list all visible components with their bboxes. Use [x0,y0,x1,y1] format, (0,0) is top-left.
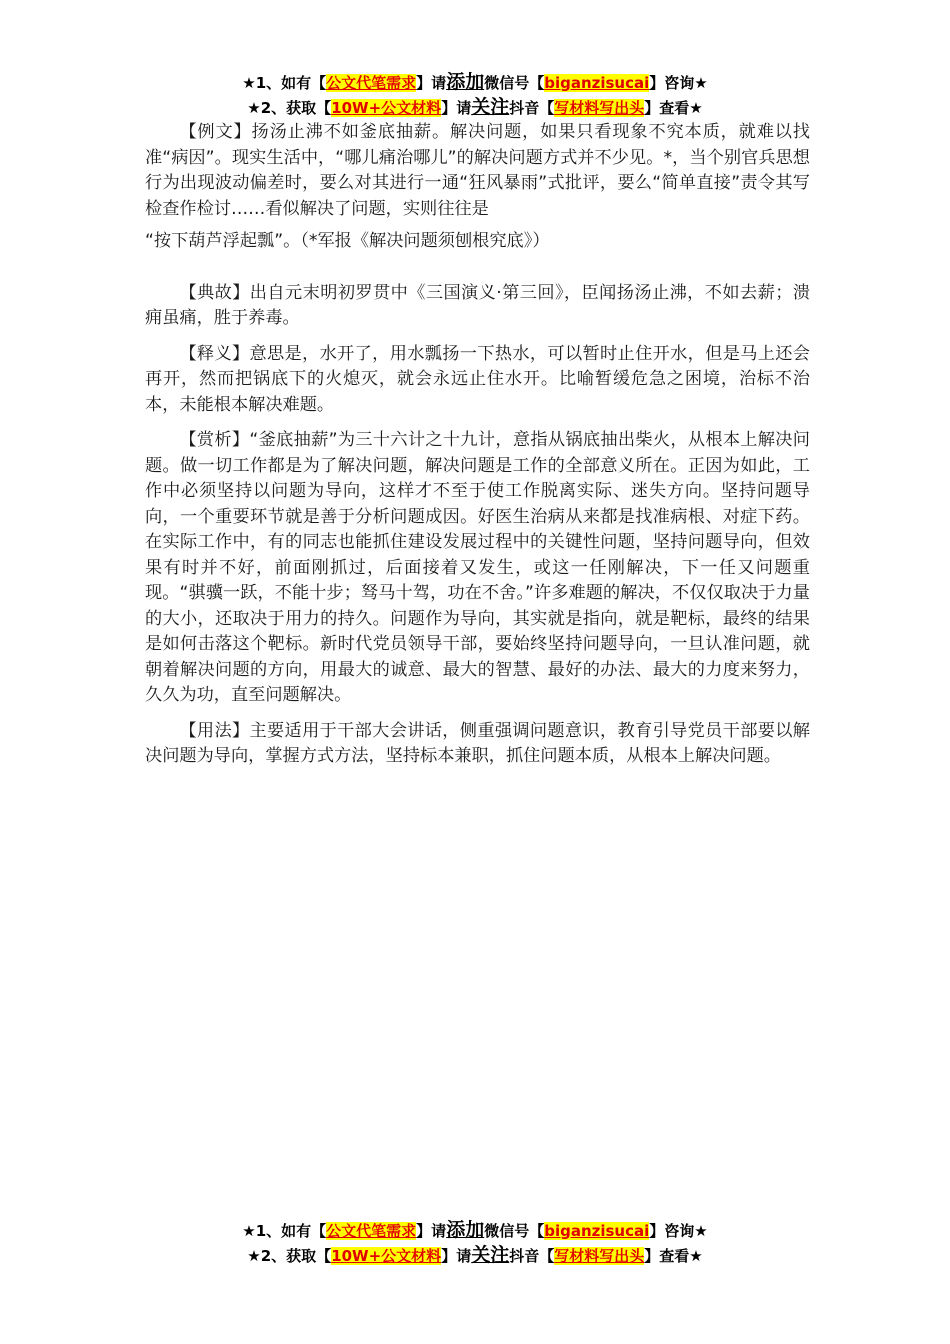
banner-line-2 [0,95,950,120]
add-emphasis: 添加 [446,71,485,93]
banner-text: 微信号【 [484,74,545,92]
banner-line-1 [0,1218,950,1243]
banner-text: 】咨询★ [649,74,708,92]
materials-highlight: 10W+公文材料 [331,99,442,117]
douyin-highlight: 写材料写出头 [554,1247,645,1265]
bottom-banner [0,1218,950,1268]
banner-text: 】请 [416,74,447,92]
banner-text: 】查看★ [644,1247,703,1265]
example-source: “按下葫芦浮起瓢”。（*军报《解决问题须刨根究底》） [145,231,550,251]
example-paragraph: 【例文】扬汤止沸不如釜底抽薪。解决问题，如果只看现象不究本质，就难以找准“病因”。现实生活中，“哪儿痛治哪儿”的解决问题方式并不少见。*，当个别官兵思想行为出现波动偏差时，要么对其进行一通“狂风暴雨”式批评，要么“简单直接”责令其写检查作检讨……看似解决了问题，实则往往是 [145,122,810,219]
service-highlight: 公文代笔需求 [326,74,417,92]
wechat-id-highlight: biganzisucai [544,1222,650,1240]
banner-text: 】查看★ [644,99,703,117]
douyin-highlight: 写材料写出头 [554,99,645,117]
allusion-paragraph: 【典故】出自元末明初罗贯中《三国演义·第三回》，臣闻扬汤止沸，不如去薪；溃痈虽痛，胜于养毒。 [145,282,810,328]
banner-text: 抖音【 [509,99,555,117]
banner-text: 】请 [441,99,472,117]
banner-line-1 [0,70,950,95]
banner-text: ★2、获取【 [247,1247,332,1265]
banner-text: ★1、如有【 [242,1222,327,1240]
follow-emphasis: 关注 [471,1244,510,1266]
usage-paragraph: 【用法】主要适用于干部大会讲话，侧重强调问题意识，教育引导党员干部要以解决问题为导向，掌握方式方法，坚持标本兼职，抓住问题本质，从根本上解决问题。 [145,720,810,766]
meaning-paragraph: 【释义】意思是，水开了，用水瓢扬一下热水，可以暂时止住开水，但是马上还会再开，然而把锅底下的火熄灭，就会永远止住水开。比喻暂缓危急之困境，治标不治本，未能根本解决难题。 [145,343,810,415]
banner-text: ★2、获取【 [247,99,332,117]
banner-text: 】请 [416,1222,447,1240]
banner-text: 微信号【 [484,1222,545,1240]
analysis-paragraph: 【赏析】“釜底抽薪”为三十六计之十九计，意指从锅底抽出柴火，从根本上解决问题。做一切工作都是为了解决问题，解决问题是工作的全部意义所在。正因为如此，工作中必须坚持以问题为导向，这样才不至于使工作脱离实际、迷失方向。坚持问题导向，一个重要环节就是善于分析问题成因。好医生治病从来都是找准病根、对症下药。在实际工作中，有的同志也能抓住建设发展过程中的关键性问题，坚持问题导向，但效果有时并不好，前面刚抓过，后面接着又发生，或这一任刚解决，下一任又问题重现。“骐骥一跃，不能十步；驽马十驾，功在不舍。”许多难题的解决，不仅仅取决于力量的大小，还取决于用力的持久。问题作为导向，其实就是指向，就是靶标，最终的结果是如何击落这个靶标。新时代党员领导干部，要始终坚持问题导向，一旦认准问题，就朝着解决问题的方向，用最大的诚意、最大的智慧、最好的办法、最大的力度来努力，久久为功，直至问题解决。 [145,430,810,705]
banner-line-2 [0,1243,950,1268]
article-body [145,120,810,770]
service-highlight: 公文代笔需求 [326,1222,417,1240]
banner-text: 】请 [441,1247,472,1265]
wechat-id-highlight: biganzisucai [544,74,650,92]
materials-highlight: 10W+公文材料 [331,1247,442,1265]
top-banner [0,70,950,120]
add-emphasis: 添加 [446,1219,485,1241]
follow-emphasis: 关注 [471,96,510,118]
banner-text: 】咨询★ [649,1222,708,1240]
banner-text: ★1、如有【 [242,74,327,92]
banner-text: 抖音【 [509,1247,555,1265]
